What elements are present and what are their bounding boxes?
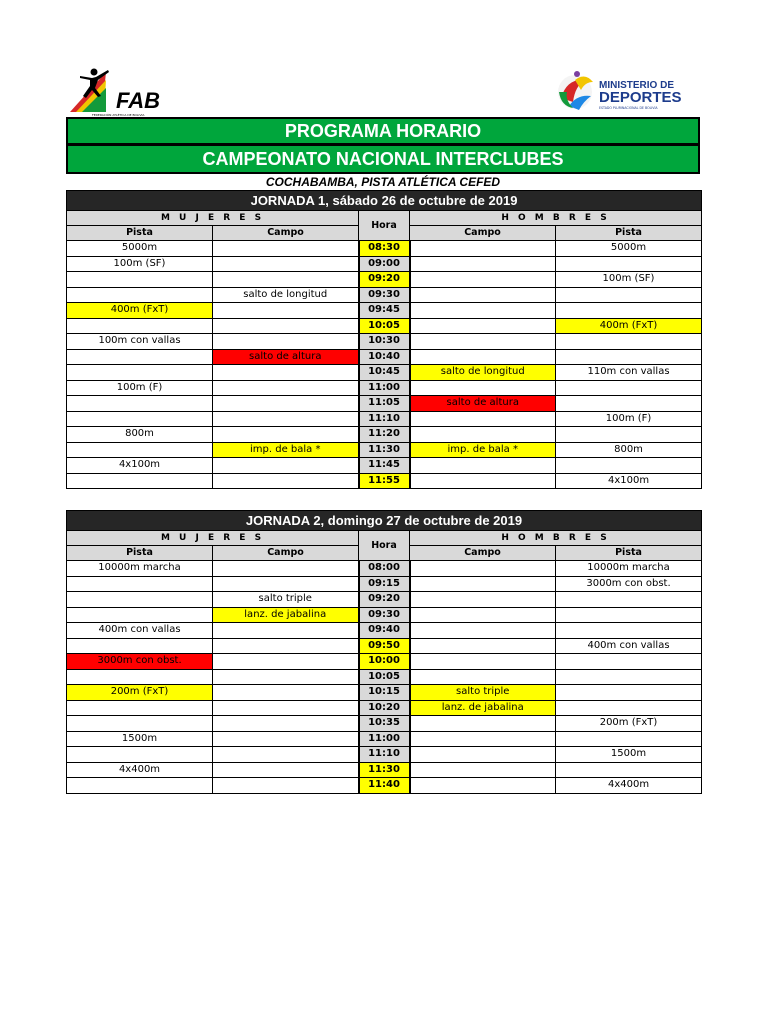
hombres-pista-cell xyxy=(556,592,702,608)
mujeres-pista-cell xyxy=(67,778,213,794)
mujeres-campo-cell xyxy=(213,427,359,443)
schedule-row xyxy=(67,700,702,716)
mujeres-campo-cell xyxy=(213,762,359,778)
mujeres-pista-cell xyxy=(67,576,213,592)
hombres-pista-cell: 400m con vallas xyxy=(556,638,702,654)
hora-cell: 10:05 xyxy=(359,669,410,685)
mujeres-campo-cell: salto de longitud xyxy=(213,287,359,303)
hombres-pista-cell: 200m (FxT) xyxy=(556,716,702,732)
hombres-campo-header: Campo xyxy=(410,546,556,561)
mujeres-campo-cell xyxy=(213,716,359,732)
hombres-pista-cell xyxy=(556,607,702,623)
mujeres-campo-cell xyxy=(213,731,359,747)
jornada-1-title: JORNADA 1, sábado 26 de octubre de 2019 xyxy=(67,191,702,211)
mujeres-pista-cell: 1500m xyxy=(67,731,213,747)
mujeres-pista-cell: 100m (SF) xyxy=(67,256,213,272)
hora-cell: 11:00 xyxy=(359,380,410,396)
hora-cell: 09:30 xyxy=(359,607,410,623)
mujeres-campo-cell xyxy=(213,256,359,272)
ministerio-deportes-logo xyxy=(555,68,689,114)
hora-cell: 11:40 xyxy=(359,778,410,794)
hombres-pista-cell xyxy=(556,427,702,443)
hora-cell: 10:40 xyxy=(359,349,410,365)
schedule-row xyxy=(67,303,702,319)
hombres-campo-cell xyxy=(410,256,556,272)
hombres-campo-cell xyxy=(410,411,556,427)
schedule-row xyxy=(67,747,702,763)
mujeres-pista-cell xyxy=(67,442,213,458)
mujeres-pista-cell xyxy=(67,716,213,732)
mujeres-campo-cell xyxy=(213,272,359,288)
hombres-campo-cell: imp. de bala * xyxy=(410,442,556,458)
schedule-row xyxy=(67,287,702,303)
campeonato-title: CAMPEONATO NACIONAL INTERCLUBES xyxy=(66,144,700,174)
hombres-pista-cell: 100m (SF) xyxy=(556,272,702,288)
mujeres-header: M U J E R E S xyxy=(67,211,359,226)
venue-subtitle: COCHABAMBA, PISTA ATLÉTICA CEFED xyxy=(265,175,501,189)
schedule-row xyxy=(67,256,702,272)
hombres-pista-cell xyxy=(556,685,702,701)
mujeres-campo-cell xyxy=(213,778,359,794)
hombres-header: H O M B R E S xyxy=(410,531,702,546)
hora-cell: 08:00 xyxy=(359,561,410,577)
mujeres-campo-cell: imp. de bala * xyxy=(213,442,359,458)
schedule-row xyxy=(67,561,702,577)
hombres-pista-cell xyxy=(556,303,702,319)
mujeres-campo-header: Campo xyxy=(213,546,359,561)
mujeres-header: M U J E R E S xyxy=(67,531,359,546)
hora-cell: 11:10 xyxy=(359,747,410,763)
schedule-row xyxy=(67,241,702,257)
schedule-row xyxy=(67,592,702,608)
mujeres-pista-cell xyxy=(67,473,213,489)
hora-cell: 11:45 xyxy=(359,458,410,474)
hombres-pista-cell: 110m con vallas xyxy=(556,365,702,381)
hora-cell: 11:10 xyxy=(359,411,410,427)
schedule-row xyxy=(67,576,702,592)
mujeres-pista-cell: 3000m con obst. xyxy=(67,654,213,670)
mujeres-pista-cell xyxy=(67,349,213,365)
hombres-pista-cell: 1500m xyxy=(556,747,702,763)
mujeres-pista-cell xyxy=(67,747,213,763)
hombres-campo-cell xyxy=(410,334,556,350)
mujeres-pista-cell: 400m (FxT) xyxy=(67,303,213,319)
mujeres-pista-cell xyxy=(67,607,213,623)
hombres-campo-cell: lanz. de jabalina xyxy=(410,700,556,716)
jornada-2-table xyxy=(66,510,702,794)
hora-cell: 10:15 xyxy=(359,685,410,701)
hombres-pista-header: Pista xyxy=(556,546,702,561)
hombres-campo-cell xyxy=(410,473,556,489)
mujeres-campo-cell xyxy=(213,411,359,427)
hombres-campo-cell: salto de longitud xyxy=(410,365,556,381)
hombres-campo-cell xyxy=(410,607,556,623)
hora-cell: 11:55 xyxy=(359,473,410,489)
hombres-pista-cell: 800m xyxy=(556,442,702,458)
mujeres-pista-header: Pista xyxy=(67,546,213,561)
jornada-2-title: JORNADA 2, domingo 27 de octubre de 2019 xyxy=(67,511,702,531)
mujeres-campo-cell xyxy=(213,700,359,716)
hora-cell: 09:20 xyxy=(359,592,410,608)
ministerio-line2: DEPORTES xyxy=(599,89,682,106)
mujeres-campo-header: Campo xyxy=(213,226,359,241)
schedule-row xyxy=(67,365,702,381)
hombres-campo-cell xyxy=(410,241,556,257)
hombres-pista-cell: 3000m con obst. xyxy=(556,576,702,592)
hombres-pista-cell xyxy=(556,700,702,716)
mujeres-pista-cell xyxy=(67,700,213,716)
hombres-pista-cell: 4x100m xyxy=(556,473,702,489)
hombres-campo-cell xyxy=(410,576,556,592)
hombres-pista-cell xyxy=(556,256,702,272)
ministerio-caption: ESTADO PLURINACIONAL DE BOLIVIA xyxy=(599,106,658,110)
mujeres-pista-cell xyxy=(67,592,213,608)
hombres-pista-cell: 10000m marcha xyxy=(556,561,702,577)
mujeres-campo-cell xyxy=(213,654,359,670)
hora-cell: 09:15 xyxy=(359,576,410,592)
ministerio-line1: MINISTERIO DE xyxy=(599,80,675,91)
mujeres-pista-cell xyxy=(67,318,213,334)
schedule-row xyxy=(67,731,702,747)
mujeres-pista-cell xyxy=(67,272,213,288)
hora-cell: 11:05 xyxy=(359,396,410,412)
hora-cell: 09:45 xyxy=(359,303,410,319)
hombres-pista-header: Pista xyxy=(556,226,702,241)
mujeres-pista-cell: 100m con vallas xyxy=(67,334,213,350)
mujeres-pista-cell: 5000m xyxy=(67,241,213,257)
hombres-campo-cell xyxy=(410,731,556,747)
hombres-campo-cell xyxy=(410,623,556,639)
hora-cell: 11:20 xyxy=(359,427,410,443)
hora-cell: 11:00 xyxy=(359,731,410,747)
fab-logo-text: FAB xyxy=(116,88,160,113)
mujeres-pista-cell: 4x100m xyxy=(67,458,213,474)
mujeres-campo-cell: lanz. de jabalina xyxy=(213,607,359,623)
mujeres-campo-cell xyxy=(213,365,359,381)
hombres-pista-cell xyxy=(556,380,702,396)
schedule-row xyxy=(67,442,702,458)
hombres-campo-cell xyxy=(410,349,556,365)
mujeres-pista-cell: 400m con vallas xyxy=(67,623,213,639)
mujeres-pista-cell xyxy=(67,411,213,427)
mujeres-pista-cell: 10000m marcha xyxy=(67,561,213,577)
hombres-campo-cell xyxy=(410,654,556,670)
mujeres-campo-cell xyxy=(213,747,359,763)
hora-header: Hora xyxy=(359,211,410,241)
hombres-campo-cell xyxy=(410,762,556,778)
schedule-row xyxy=(67,349,702,365)
hombres-campo-cell xyxy=(410,561,556,577)
hombres-campo-cell: salto triple xyxy=(410,685,556,701)
hora-cell: 09:30 xyxy=(359,287,410,303)
hombres-campo-cell xyxy=(410,318,556,334)
hombres-pista-cell xyxy=(556,731,702,747)
hombres-pista-cell xyxy=(556,762,702,778)
schedule-row xyxy=(67,654,702,670)
hombres-campo-cell xyxy=(410,747,556,763)
mujeres-campo-cell: salto triple xyxy=(213,592,359,608)
hombres-campo-cell xyxy=(410,778,556,794)
mujeres-campo-cell xyxy=(213,334,359,350)
hombres-campo-cell xyxy=(410,716,556,732)
mujeres-pista-cell xyxy=(67,669,213,685)
schedule-row xyxy=(67,685,702,701)
schedule-row xyxy=(67,318,702,334)
hora-cell: 11:30 xyxy=(359,762,410,778)
hombres-campo-cell xyxy=(410,427,556,443)
hombres-pista-cell xyxy=(556,669,702,685)
hora-cell: 10:00 xyxy=(359,654,410,670)
mujeres-pista-cell: 4x400m xyxy=(67,762,213,778)
schedule-row xyxy=(67,669,702,685)
hombres-pista-cell xyxy=(556,623,702,639)
hora-cell: 10:20 xyxy=(359,700,410,716)
hombres-pista-cell xyxy=(556,287,702,303)
hombres-pista-cell: 100m (F) xyxy=(556,411,702,427)
mujeres-campo-cell xyxy=(213,303,359,319)
mujeres-pista-cell: 800m xyxy=(67,427,213,443)
schedule-row xyxy=(67,607,702,623)
hombres-pista-cell xyxy=(556,654,702,670)
hombres-campo-cell xyxy=(410,380,556,396)
schedule-row xyxy=(67,411,702,427)
mujeres-campo-cell xyxy=(213,576,359,592)
hora-cell: 09:20 xyxy=(359,272,410,288)
hombres-campo-cell xyxy=(410,303,556,319)
mujeres-pista-cell xyxy=(67,287,213,303)
mujeres-pista-header: Pista xyxy=(67,226,213,241)
hombres-campo-cell xyxy=(410,638,556,654)
mujeres-campo-cell xyxy=(213,685,359,701)
hombres-campo-cell xyxy=(410,669,556,685)
hombres-pista-cell: 4x400m xyxy=(556,778,702,794)
mujeres-campo-cell xyxy=(213,318,359,334)
jornada-1-table xyxy=(66,190,702,489)
hombres-pista-cell: 400m (FxT) xyxy=(556,318,702,334)
schedule-row xyxy=(67,458,702,474)
schedule-row xyxy=(67,762,702,778)
mujeres-campo-cell xyxy=(213,473,359,489)
fab-logo xyxy=(66,66,178,118)
hombres-pista-cell xyxy=(556,458,702,474)
mujeres-campo-cell: salto de altura xyxy=(213,349,359,365)
hora-cell: 09:50 xyxy=(359,638,410,654)
mujeres-campo-cell xyxy=(213,669,359,685)
hombres-campo-cell xyxy=(410,287,556,303)
hombres-pista-cell xyxy=(556,396,702,412)
hora-cell: 10:30 xyxy=(359,334,410,350)
hombres-campo-cell xyxy=(410,592,556,608)
mujeres-pista-cell: 200m (FxT) xyxy=(67,685,213,701)
hora-cell: 09:00 xyxy=(359,256,410,272)
hombres-pista-cell xyxy=(556,334,702,350)
mujeres-campo-cell xyxy=(213,380,359,396)
schedule-row xyxy=(67,272,702,288)
hora-cell: 10:45 xyxy=(359,365,410,381)
schedule-row xyxy=(67,334,702,350)
schedule-row xyxy=(67,716,702,732)
schedule-row xyxy=(67,396,702,412)
hombres-campo-header: Campo xyxy=(410,226,556,241)
hombres-campo-cell xyxy=(410,458,556,474)
programa-horario-title: PROGRAMA HORARIO xyxy=(66,117,700,145)
schedule-row xyxy=(67,380,702,396)
schedule-row xyxy=(67,427,702,443)
hombres-pista-cell: 5000m xyxy=(556,241,702,257)
mujeres-pista-cell xyxy=(67,396,213,412)
hora-cell: 09:40 xyxy=(359,623,410,639)
mujeres-campo-cell xyxy=(213,638,359,654)
mujeres-campo-cell xyxy=(213,561,359,577)
mujeres-pista-cell xyxy=(67,365,213,381)
hombres-pista-cell xyxy=(556,349,702,365)
hora-cell: 10:05 xyxy=(359,318,410,334)
schedule-row xyxy=(67,638,702,654)
hora-cell: 08:30 xyxy=(359,241,410,257)
mujeres-campo-cell xyxy=(213,623,359,639)
mujeres-campo-cell xyxy=(213,396,359,412)
schedule-row xyxy=(67,473,702,489)
hora-header: Hora xyxy=(359,531,410,561)
hora-cell: 11:30 xyxy=(359,442,410,458)
hora-cell: 10:35 xyxy=(359,716,410,732)
mujeres-pista-cell xyxy=(67,638,213,654)
mujeres-pista-cell: 100m (F) xyxy=(67,380,213,396)
mujeres-campo-cell xyxy=(213,458,359,474)
schedule-row xyxy=(67,778,702,794)
mujeres-campo-cell xyxy=(213,241,359,257)
hombres-campo-cell xyxy=(410,272,556,288)
hombres-campo-cell: salto de altura xyxy=(410,396,556,412)
hombres-header: H O M B R E S xyxy=(410,211,702,226)
fab-logo-caption: FEDERACIÓN ATLÉTICA DE BOLIVIA xyxy=(92,113,145,117)
schedule-row xyxy=(67,623,702,639)
